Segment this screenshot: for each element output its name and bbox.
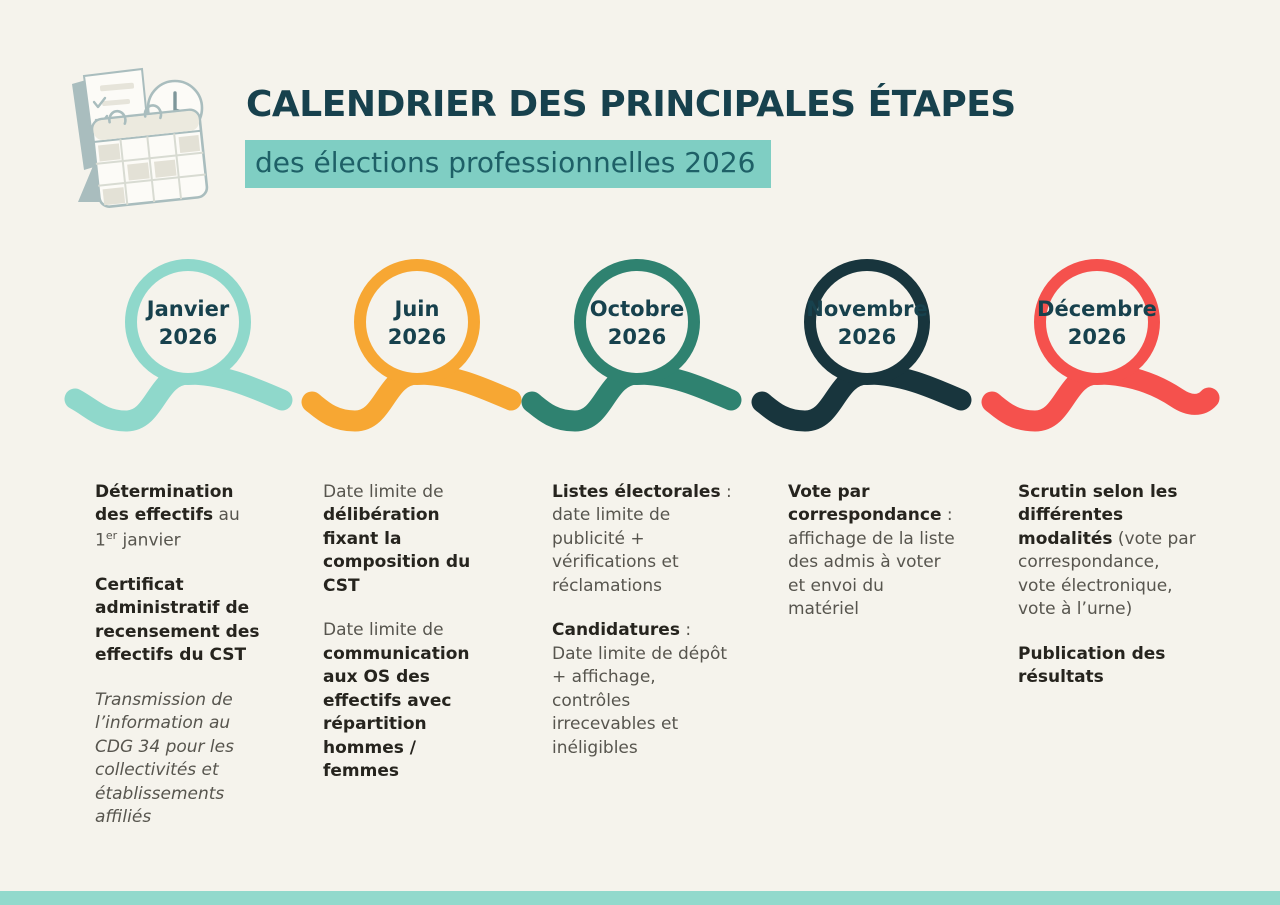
text-segment: Date limite de — [323, 620, 444, 641]
milestone-column — [323, 481, 478, 804]
text-segment: Détermination des effectifs — [95, 482, 234, 526]
milestone-year-label: 2026 — [837, 325, 897, 349]
text-segment: Publication des résultats — [1018, 643, 1166, 688]
text-segment: : Date limite de dépôt + affichage, contrôles irrecevables et inéligibles — [552, 620, 728, 758]
milestone-month-label: Juin — [394, 297, 440, 321]
milestone-circle — [131, 265, 245, 379]
timeline-graphic — [0, 250, 1280, 480]
milestone-year-label: 2026 — [1067, 325, 1127, 349]
text-block — [552, 481, 734, 598]
text-block — [788, 481, 958, 622]
milestone-circle — [1040, 265, 1154, 379]
text-block — [323, 481, 478, 598]
milestone-circle — [580, 265, 694, 379]
text-segment: Vote par correspondance — [788, 482, 942, 526]
text-segment: (vote par correspondance, vote électronique, vote à l’urne) — [1018, 528, 1196, 620]
text-segment: Candidatures — [552, 620, 680, 641]
milestone-month-label: Janvier — [146, 297, 230, 321]
text-segment: au 1 — [95, 505, 240, 551]
text-segment: : date limite de publicité + vérifications et réclamations — [552, 482, 732, 596]
text-segment: Transmission de l’information au CDG 34 pour les collectivités et établissements affiliés — [95, 689, 234, 828]
calendar-clock-illustration — [56, 62, 216, 208]
text-block — [552, 619, 734, 760]
milestone-column — [1018, 481, 1200, 711]
milestone-month-label: Décembre — [1037, 297, 1157, 321]
text-block — [95, 574, 267, 668]
text-block — [1018, 481, 1200, 622]
milestone-year-label: 2026 — [387, 325, 447, 349]
text-block — [1018, 643, 1200, 690]
milestone-column — [552, 481, 734, 781]
text-segment: Listes électorales — [552, 482, 721, 502]
milestone-year-label: 2026 — [607, 325, 667, 349]
milestone-circle — [810, 265, 924, 379]
text-block — [323, 619, 478, 783]
milestone-circle — [360, 265, 474, 379]
text-block — [95, 481, 267, 553]
milestone-month-label: Novembre — [806, 297, 928, 321]
page-subtitle: des élections professionnelles 2026 — [245, 140, 771, 188]
text-segment: janvier — [117, 530, 181, 551]
text-segment: communication aux OS des effectifs avec répartition hommes / femmes — [323, 643, 470, 781]
text-segment: : affichage de la liste des admis à voter et envoi du matériel — [788, 505, 955, 620]
text-segment: Date limite de — [323, 482, 444, 502]
milestone-month-label: Octobre — [589, 297, 685, 321]
text-segment: Certificat administratif de recensement des effectifs du CST — [95, 575, 260, 666]
text-segment: Scrutin selon les différentes modalités — [1018, 482, 1178, 549]
text-segment: er — [105, 528, 118, 542]
footer-bar — [0, 891, 1280, 905]
milestone-column — [788, 481, 958, 643]
milestone-column — [95, 481, 267, 851]
page-title: CALENDRIER DES PRINCIPALES ÉTAPES — [246, 84, 1016, 125]
milestone-year-label: 2026 — [158, 325, 218, 349]
text-block — [95, 689, 267, 830]
text-segment: délibération fixant la composition du CST — [323, 505, 471, 596]
